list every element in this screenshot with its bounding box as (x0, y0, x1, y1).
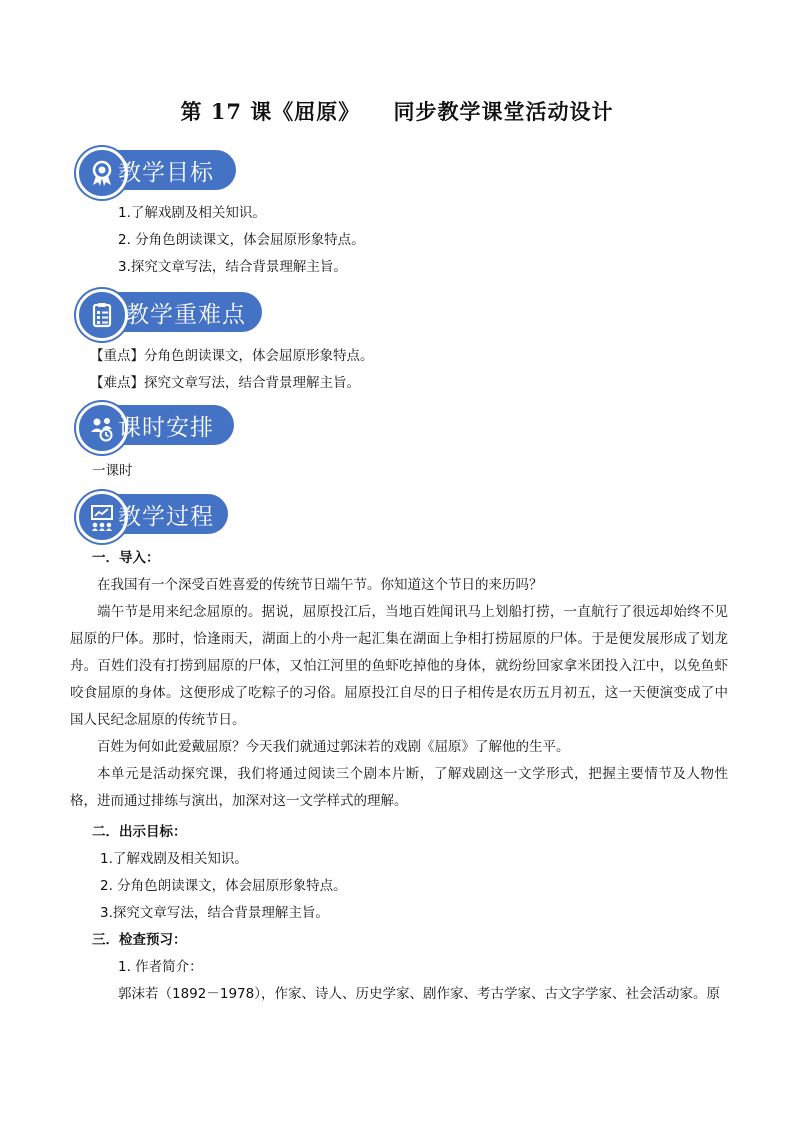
schedule-text: 一课时 (92, 463, 133, 479)
page-title: 第 17 课《屈原》 同步教学课堂活动设计 (180, 99, 614, 124)
objective-item: 1.了解戏剧及相关知识。 (118, 205, 266, 221)
process-paragraph: 在我国有一个深受百姓喜爱的传统节日端午节。你知道这个节日的来历吗？ (97, 577, 543, 593)
section-banner-objectives (76, 150, 236, 190)
section-title-schedule: 课时安排 (118, 415, 214, 441)
section-title-process: 教学过程 (118, 504, 214, 530)
section-title-objectives: 教学目标 (118, 160, 214, 186)
key-point-text: 【重点】分角色朗读课文，体会屈原形象特点。 (90, 348, 374, 364)
objective-item: 3.探究文章写法，结合背景理解主旨。 (118, 259, 347, 275)
difficult-point-text: 【难点】探究文章写法，结合背景理解主旨。 (90, 375, 360, 391)
goal-item: 1.了解戏剧及相关知识。 (100, 851, 248, 867)
section-banner-key-points (76, 292, 262, 332)
process-heading-preview: 三．检查预习： (92, 932, 187, 948)
section-banner-process (76, 494, 228, 534)
process-paragraph: 百姓为何如此爱戴屈原？今天我们就通过郭沫若的戏剧《屈原》了解他的生平。 (97, 739, 570, 755)
author-intro-text: 郭沫若（1892－1978），作家、诗人、历史学家、剧作家、考古学家、古文字学家、社会活动家。原 (118, 986, 720, 1002)
objective-item: 2. 分角色朗读课文，体会屈原形象特点。 (118, 232, 365, 248)
section-banner-schedule (76, 405, 234, 445)
checklist-clipboard-icon (76, 289, 128, 341)
process-heading-intro: 一．导入： (92, 550, 160, 566)
author-intro-heading: 1. 作者简介： (118, 959, 203, 975)
process-paragraph: 本单元是活动探究课，我们将通过阅读三个剧本片断，了解戏剧这一文学形式，把握主要情节及人物性格，进而通过排练与演出，加深对这一文学样式的理解。 (70, 766, 728, 809)
goal-item: 2. 分角色朗读课文，体会屈原形象特点。 (100, 878, 347, 894)
section-title-key-points: 教学重难点 (126, 302, 246, 328)
process-heading-goals: 二．出示目标： (92, 824, 187, 840)
process-paragraph: 端午节是用来纪念屈原的。据说，屈原投江后，当地百姓闻讯马上划船打捞，一直航行了很远却始终不见屈原的尸体。那时，恰逢雨天，湖面上的小舟一起汇集在湖面上争相打捞屈原的尸体。于是便发展形成了划龙舟。百姓们没有打捞到屈原的尸体，又怕江河里的鱼虾吃掉他的身体，就纷纷回家拿米团投入江中，以免鱼虾咬食屈原的身体。这便形成了吃粽子的习俗。屈原投江自尽的日子相传是农历五月初五，这一天便演变成了中国人民纪念屈原的传统节日。 (70, 604, 728, 728)
goal-item: 3.探究文章写法，结合背景理解主旨。 (100, 905, 329, 921)
